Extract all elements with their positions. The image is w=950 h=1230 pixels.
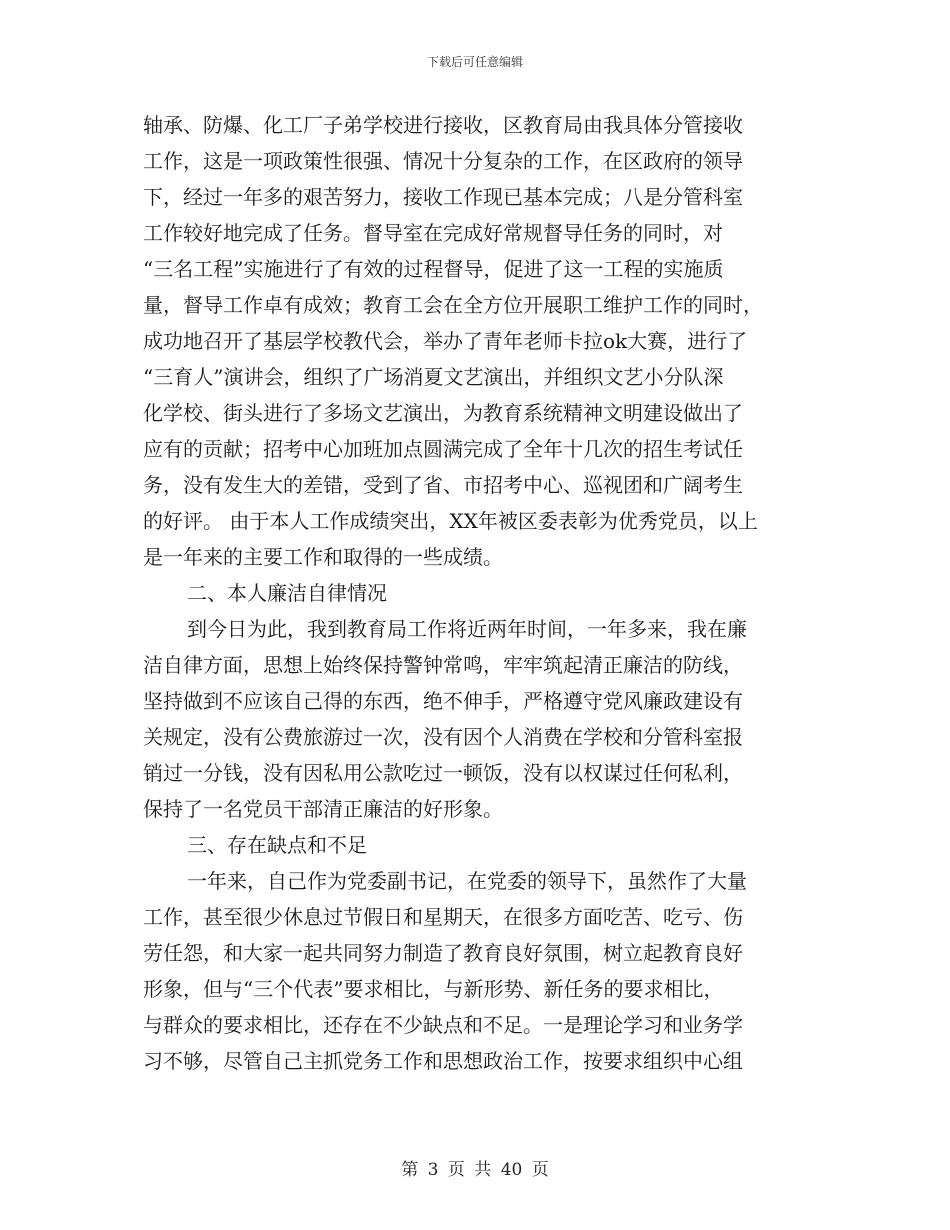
body-line: 是一年来的主要工作和取得的一些成绩。 [143, 545, 503, 569]
body-line: 量，督导工作卓有成效；教育工会在全方位开展职工维护工作的同时， [143, 293, 763, 317]
body-line: 一年来，自己作为党委副书记，在党委的领导下，虽然作了大量 [187, 869, 747, 893]
document-body [143, 107, 815, 1079]
body-line: 关规定，没有公费旅游过一次，没有因个人消费在学校和分管科室报 [143, 725, 743, 749]
body-line: 到今日为此，我到教育局工作将近两年时间，一年多来，我在廉 [187, 617, 747, 641]
body-line: 化学校、街头进行了多场文艺演出，为教育系统精神文明建设做出了 [143, 401, 743, 425]
body-line: 与群众的要求相比，还存在不少缺点和不足。一是理论学习和业务学 [143, 1013, 743, 1037]
body-line: 下，经过一年多的艰苦努力，接收工作现已基本完成；八是分管科室 [143, 185, 743, 209]
body-line: “三育人”演讲会，组织了广场消夏文艺演出，并组织文艺小分队深 [143, 365, 724, 389]
body-line: 形象，但与“三个代表”要求相比，与新形势、新任务的要求相比， [143, 977, 724, 1001]
body-line: 工作，甚至很少休息过节假日和星期天，在很多方面吃苦、吃亏、伤 [143, 905, 743, 929]
body-line: 轴承、防爆、化工厂子弟学校进行接收，区教育局由我具体分管接收 [143, 113, 743, 137]
body-line: 务，没有发生大的差错，受到了省、市招考中心、巡视团和广阔考生 [143, 473, 743, 497]
body-line: 劳任怨，和大家一起共同努力制造了教育良好氛围，树立起教育良好 [143, 941, 743, 965]
body-line: 成功地召开了基层学校教代会，举办了青年老师卡拉ok大赛，进行了 [143, 329, 748, 353]
body-line: 保持了一名党员干部清正廉洁的好形象。 [143, 797, 503, 821]
body-line: 工作较好地完成了任务。督导室在完成好常规督导任务的同时，对 [143, 221, 723, 245]
body-line: 习不够，尽管自己主抓党务工作和思想政治工作，按要求组织中心组 [143, 1049, 743, 1073]
page-header-note: 下载后可任意编辑 [426, 55, 523, 69]
body-line: 坚持做到不应该自己得的东西，绝不伸手，严格遵守党风廉政建设有 [143, 689, 743, 713]
body-line: 销过一分钱，没有因私用公款吃过一顿饭，没有以权谋过任何私利， [143, 761, 743, 785]
section-heading: 二、本人廉洁自律情况 [187, 581, 387, 605]
body-line: 应有的贡献；招考中心加班加点圆满完成了全年十几次的招生考试任 [143, 437, 743, 461]
body-line: 洁自律方面，思想上始终保持警钟常鸣，牢牢筑起清正廉洁的防线， [143, 653, 743, 677]
section-heading: 三、存在缺点和不足 [187, 833, 367, 857]
body-line: “三名工程”实施进行了有效的过程督导，促进了这一工程的实施质 [143, 257, 724, 281]
body-line: 工作，这是一项政策性很强、情况十分复杂的工作，在区政府的领导 [143, 149, 743, 173]
body-line: 的好评。 由于本人工作成绩突出，XX年被区委表彰为优秀党员，以上 [143, 509, 758, 533]
page-number-footer: 第 3 页 共 40 页 [401, 1160, 549, 1180]
